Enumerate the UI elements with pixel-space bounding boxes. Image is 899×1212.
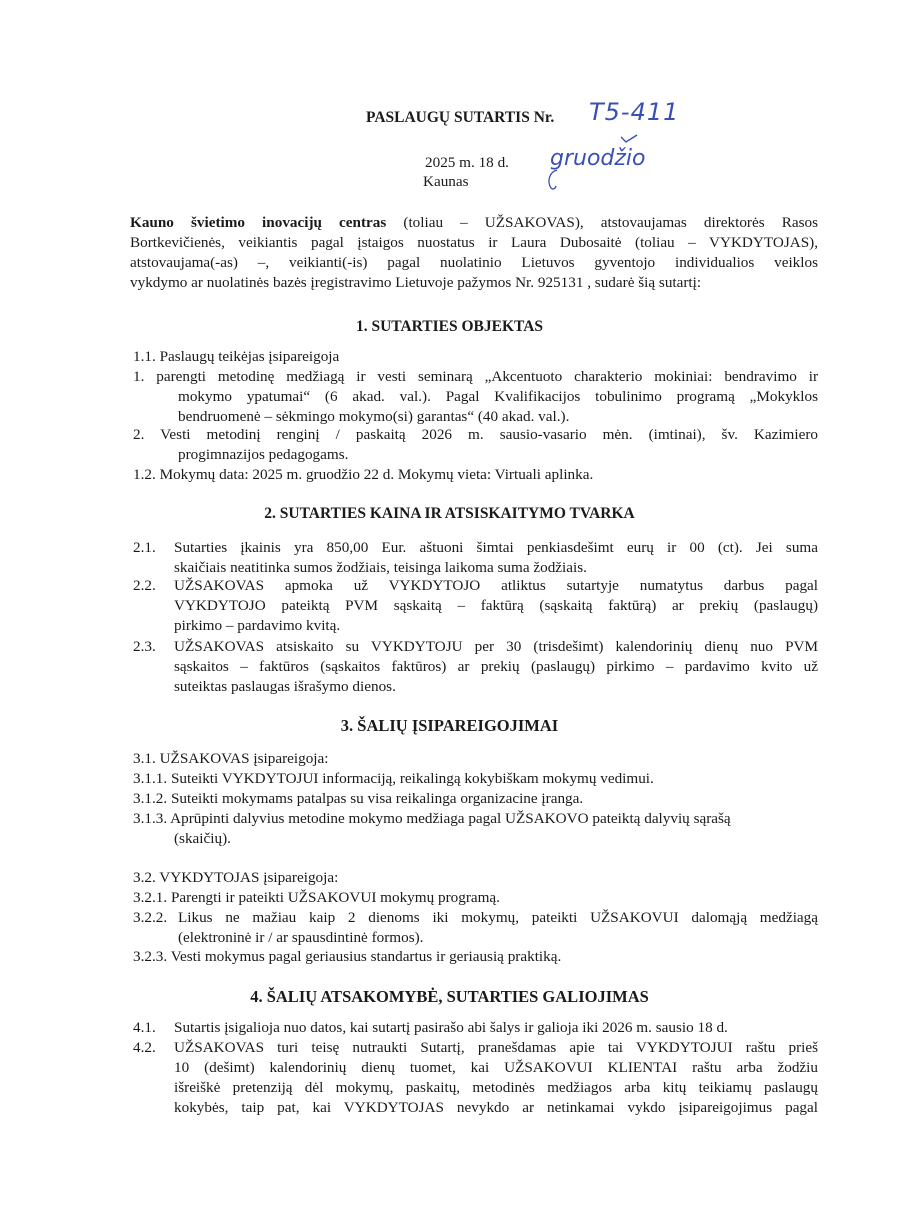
- handwritten-contract-number: T5-411: [589, 98, 680, 126]
- section-3-heading: 3. ŠALIŲ ĮSIPAREIGOJIMAI: [340, 716, 559, 735]
- clause-2-2-number: 2.2.: [133, 577, 156, 594]
- clause-3-1-3-cont: (skaičių).: [174, 830, 231, 847]
- clause-line: kokybės, taip pat, kai VYKDYTOJAS nevykdo ar netinkamai vykdo įsipareigojimus pagal: [174, 1099, 818, 1116]
- clause-3-1: 3.1. UŽSAKOVAS įsipareigoja:: [133, 750, 329, 767]
- clause-3-2-2-number: 3.2.2.: [133, 909, 168, 926]
- clause-line: Sutarties įkainis yra 850,00 Eur. aštuoni šimtai penkiasdešimt eurų ir 00 (ct). Jei suma: [174, 539, 818, 556]
- clause-line: (elektroninė ir / ar spausdintinė formos).: [178, 929, 424, 946]
- clause-3-2-1: 3.2.1. Parengti ir pateikti UŽSAKOVUI mokymų programą.: [133, 889, 500, 906]
- clause-line: skaičiais neatitinka sumos žodžiais, teisinga laikoma suma žodžiais.: [174, 559, 587, 576]
- clause-1-item-1: [133, 367, 818, 387]
- clause-4-2: [174, 1038, 818, 1118]
- handwritten-month: gruodžio: [550, 146, 646, 171]
- clause-line: bendruomenė – sėkmingo mokymo(si) garantas“ (40 akad. val.).: [178, 408, 570, 425]
- clause-3-1-3: 3.1.3. Aprūpinti dalyvius metodine mokymo medžiaga pagal UŽSAKOVO pateiktą dalyvių sąrašą: [133, 810, 731, 827]
- intro-line: vykdymo ar nuolatinės bazės įregistravimo Lietuvoje pažymos Nr. 925131 , sudarė šią sutartį:: [130, 274, 702, 291]
- section-4-heading: 4. ŠALIŲ ATSAKOMYBĖ, SUTARTIES GALIOJIMAS: [250, 987, 649, 1006]
- clause-line: pirkimo – pardavimo kvitą.: [174, 617, 341, 634]
- clause-2-1-number: 2.1.: [133, 539, 156, 556]
- clause-line: 1. parengti metodinę medžiagą ir vesti seminarą „Akcentuoto charakterio mokiniai: bendravimo ir: [133, 368, 818, 385]
- clause-3-2-2: [178, 908, 818, 948]
- intro-paragraph: [130, 213, 818, 293]
- clause-line: VYKDYTOJO pateiktą PVM sąskaitą – faktūrą (sąskaitą faktūrą) ar prekių (paslaugų): [174, 597, 818, 614]
- clause-3-2: 3.2. VYKDYTOJAS įsipareigoja:: [133, 869, 339, 886]
- intro-line: (toliau – UŽSAKOVAS), atstovaujamas direktorės Rasos: [403, 214, 818, 231]
- clause-3-2-3: 3.2.3. Vesti mokymus pagal geriausius standartus ir geriausią praktiką.: [133, 948, 562, 965]
- clause-line: išreiškė pretenziją dėl mokymų, paskaitų, metodinės medžiagos arba kitų teikiamų paslaugų: [174, 1079, 818, 1096]
- clause-2-3: [174, 637, 818, 697]
- contract-title-label: PASLAUGŲ SUTARTIS Nr.: [366, 109, 555, 126]
- clause-line: Likus ne mažiau kaip 2 dienoms iki mokymų, pateikti UŽSAKOVUI dalomąją medžiagą: [178, 909, 818, 926]
- clause-line: UŽSAKOVAS apmoka už VYKDYTOJO atliktus sutartyje numatytus darbus pagal: [174, 577, 818, 594]
- clause-2-3-number: 2.3.: [133, 638, 156, 655]
- clause-2-2: [174, 576, 818, 636]
- intro-line: Bortkevičienės, veikiantis pagal įstaigos nuostatus ir Laura Dubosaitė (toliau – VYKDYTOJAS),: [130, 234, 818, 251]
- clause-1-item-2: [133, 425, 818, 445]
- clause-2-1: [174, 538, 818, 578]
- clause-3-1-1: 3.1.1. Suteikti VYKDYTOJUI informaciją, reikalingą kokybiškam mokymų vedimui.: [133, 770, 654, 787]
- handwritten-hook-mark: [545, 168, 561, 192]
- clause-3-1-2: 3.1.2. Suteikti mokymams patalpas su visa reikalinga organizacine įranga.: [133, 790, 584, 807]
- contract-city: Kaunas: [423, 173, 469, 190]
- clause-1-2: 1.2. Mokymų data: 2025 m. gruodžio 22 d. Mokymų vieta: Virtuali aplinka.: [133, 466, 594, 483]
- contract-date: 2025 m. 18 d.: [425, 154, 509, 171]
- section-1-heading: 1. SUTARTIES OBJEKTAS: [355, 318, 544, 335]
- clause-line: 2. Vesti metodinį renginį / paskaitą 2026 m. sausio-vasario mėn. (imtinai), šv. Kazimiero: [133, 426, 818, 443]
- clause-4-1: Sutartis įsigalioja nuo datos, kai sutartį pasirašo abi šalys ir galioja iki 2026 m. sausio 18 d.: [174, 1019, 728, 1036]
- clause-1-item-1-cont: [178, 387, 818, 427]
- clause-4-1-number: 4.1.: [133, 1019, 156, 1036]
- section-2-heading: 2. SUTARTIES KAINA IR ATSISKAITYMO TVARKA: [264, 505, 635, 522]
- customer-org-name: Kauno švietimo inovacijų centras: [130, 214, 387, 231]
- clause-line: suteiktas paslaugas išrašymo dienos.: [174, 678, 396, 695]
- clause-line: 10 (dešimt) kalendorinių dienų tuomet, kai UŽSAKOVUI KLIENTAI raštu arba žodžiu: [174, 1059, 818, 1076]
- clause-line: UŽSAKOVAS turi teisę nutraukti Sutartį, pranešdamas apie tai VYKDYTOJUI raštu prieš: [174, 1039, 818, 1056]
- clause-line: mokymo ypatumai“ (6 akad. val.). Pagal Kvalifikacijos tobulinimo programą „Mokyklos: [178, 388, 818, 405]
- intro-line: atstovaujama(-as) –, veikianti(-is) pagal nuolatinio Lietuvos gyventojo individualios veiklos: [130, 254, 818, 271]
- clause-line: UŽSAKOVAS atsiskaito su VYKDYTOJU per 30 (trisdešimt) kalendorinių dienų nuo PVM: [174, 638, 818, 655]
- clause-1-1: 1.1. Paslaugų teikėjas įsipareigoja: [133, 348, 340, 365]
- contract-title: [366, 108, 554, 128]
- clause-4-2-number: 4.2.: [133, 1039, 156, 1056]
- clause-line: sąskaitos – faktūros (sąskaitos faktūros) ar prekių (paslaugų) pirkimo – pardavimo kvito už: [174, 658, 818, 675]
- check-mark-icon: [620, 134, 638, 144]
- clause-1-item-2-cont: progimnazijos pedagogams.: [178, 446, 349, 463]
